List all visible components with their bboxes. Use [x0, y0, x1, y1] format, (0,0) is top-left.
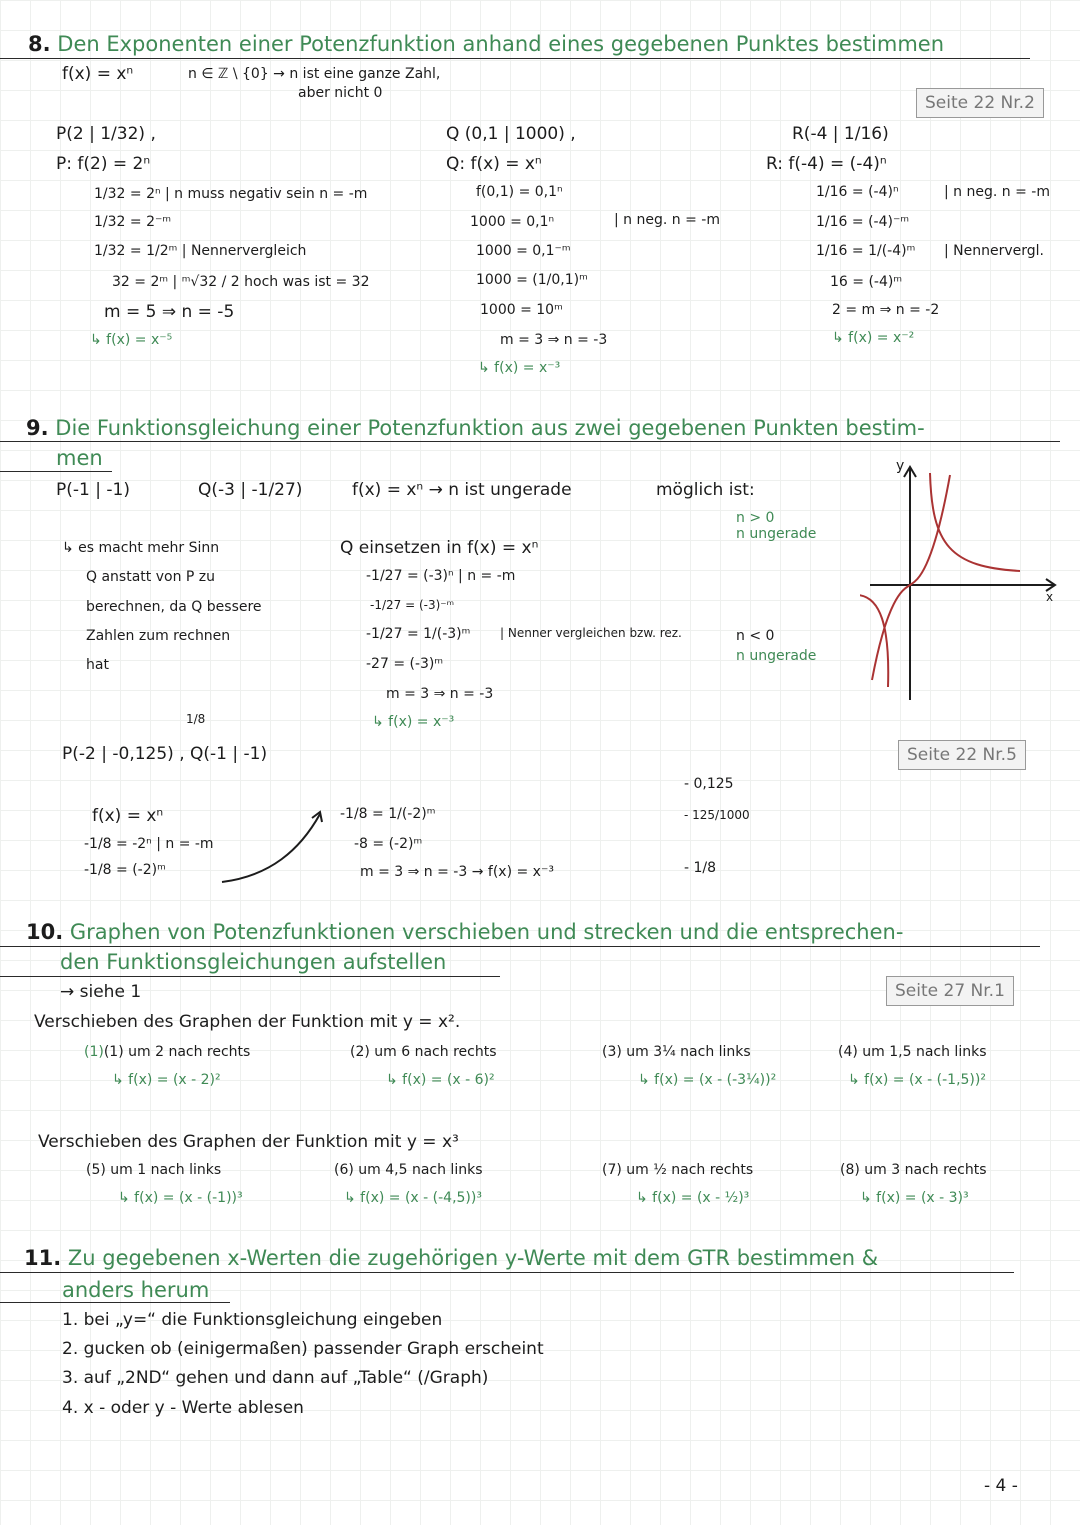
calc-line: 2 = m ⇒ n = -2	[832, 302, 940, 318]
conversion-line: - 1/8	[684, 860, 717, 876]
shift-intro: Verschieben des Graphen der Funktion mit y = x³	[38, 1132, 459, 1152]
graph-x-label: x	[1046, 590, 1054, 604]
shift-result: ↳ f(x) = (x - ½)³	[636, 1190, 750, 1206]
section-8-rule	[0, 58, 1030, 59]
shift-result: ↳ f(x) = (x - (-1))³	[118, 1190, 243, 1206]
point-q: Q(-3 | -1/27)	[198, 480, 303, 500]
page-number: - 4 -	[984, 1476, 1018, 1496]
section-9-rule	[0, 441, 1060, 442]
shift-task: (7) um ½ nach rechts	[602, 1162, 754, 1178]
section-11-title-cont: anders herum	[62, 1278, 210, 1302]
calc-line: -1/8 = 1/(-2)ᵐ	[340, 806, 436, 822]
case-label: n > 0	[736, 510, 775, 526]
section-9-rule-2	[0, 471, 112, 472]
section-10-rule-2	[0, 976, 500, 977]
gtr-step: 2. gucken ob (einigermaßen) passender Graph erscheint	[62, 1339, 544, 1359]
shift-result: ↳ f(x) = (x - 2)²	[112, 1072, 221, 1088]
calc-line: P: f(2) = 2ⁿ	[56, 154, 151, 174]
result-line: ↳ f(x) = x⁻³	[478, 360, 561, 376]
calc-line: -27 = (-3)ᵐ	[366, 656, 444, 672]
calc-line: -1/27 = 1/(-3)ᵐ	[366, 626, 471, 642]
calc-line: 16 = (-4)ᵐ	[830, 274, 903, 290]
textbook-reference: Seite 22 Nr.5	[898, 740, 1026, 770]
shift-task: (3) um 3¼ nach links	[602, 1044, 751, 1060]
calc-line: 1/16 = 1/(-4)ᵐ	[816, 243, 916, 259]
point-p: P(2 | 1/32) ,	[56, 124, 156, 144]
power-function-graph	[860, 455, 1070, 705]
result-line: ↳ f(x) = x⁻²	[832, 330, 915, 346]
explanation-line: ↳ es macht mehr Sinn	[62, 540, 220, 556]
power-function-definition: f(x) = xⁿ	[62, 64, 134, 84]
case-label: n < 0	[736, 628, 775, 644]
shift-task: (8) um 3 nach rechts	[840, 1162, 987, 1178]
calc-line: m = 3 ⇒ n = -3	[386, 686, 494, 702]
shift-task: (5) um 1 nach links	[86, 1162, 222, 1178]
calc-line: 1/32 = 2ⁿ | n muss negativ sein n = -m	[94, 186, 368, 202]
shift-result: ↳ f(x) = (x - (-4,5))³	[344, 1190, 482, 1206]
shift-result: ↳ f(x) = (x - 6)²	[386, 1072, 495, 1088]
case-label: n ungerade	[736, 526, 817, 542]
shift-task: (1)(1) um 2 nach rechts	[84, 1044, 251, 1060]
explanation-line: hat	[86, 657, 109, 673]
explanation-line: Zahlen zum rechnen	[86, 628, 231, 644]
calc-line: -1/27 = (-3)ⁿ | n = -m	[366, 568, 516, 584]
explanation-line: berechnen, da Q bessere	[86, 599, 262, 615]
graph-y-label: y	[896, 458, 905, 474]
section-11-rule-2	[0, 1302, 230, 1303]
shift-result: ↳ f(x) = (x - (-3¼))²	[638, 1072, 777, 1088]
calc-line: 1/16 = (-4)⁻ᵐ	[816, 214, 910, 230]
section-9-title-cont: men	[56, 446, 103, 470]
calc-line: f(0,1) = 0,1ⁿ	[476, 184, 563, 200]
calc-note: | n neg. n = -m	[614, 212, 720, 228]
shift-task: (6) um 4,5 nach links	[334, 1162, 483, 1178]
calc-note: | Nenner vergleichen bzw. rez.	[500, 626, 682, 640]
conversion-line: - 125/1000	[684, 808, 750, 822]
calc-line: 1000 = (1/0,1)ᵐ	[476, 272, 588, 288]
calc-note: | n neg. n = -m	[944, 184, 1050, 200]
section-11-rule	[0, 1272, 1014, 1273]
section-8-title: 8. Den Exponenten einer Potenzfunktion anhand eines gegebenen Punktes bestimmen	[28, 32, 945, 56]
exponent-domain: n ∈ ℤ \ {0} → n ist eine ganze Zahl,	[188, 66, 441, 82]
calc-line: Q einsetzen in f(x) = xⁿ	[340, 538, 539, 558]
section-11-title: 11. Zu gegebenen x-Werten die zugehörigen y-Werte mit dem GTR bestimmen &	[24, 1246, 879, 1270]
shift-intro: Verschieben des Graphen der Funktion mit y = x².	[34, 1012, 461, 1032]
arrow-curve	[220, 800, 330, 890]
textbook-reference: Seite 22 Nr.2	[916, 88, 1044, 118]
shift-task: (4) um 1,5 nach links	[838, 1044, 987, 1060]
shift-result: ↳ f(x) = (x - 3)³	[860, 1190, 969, 1206]
section-10-rule	[0, 946, 1040, 947]
explanation-line: Q anstatt von P zu	[86, 569, 216, 585]
calc-line: 1000 = 0,1⁻ᵐ	[476, 243, 571, 259]
section-9-title: 9. Die Funktionsgleichung einer Potenzfunktion aus zwei gegebenen Punkten bestim-	[26, 416, 925, 440]
point-r: R(-4 | 1/16)	[792, 124, 889, 144]
calc-line: -1/8 = (-2)ᵐ	[84, 862, 166, 878]
exponent-domain-note: aber nicht 0	[298, 85, 383, 101]
points-pq: P(-2 | -0,125) , Q(-1 | -1)	[62, 744, 268, 764]
gtr-step: 4. x - oder y - Werte ablesen	[62, 1398, 304, 1418]
section-10-title: 10. Graphen von Potenzfunktionen verschieben und strecken und die entsprechen-	[26, 920, 904, 944]
calc-line: 32 = 2ᵐ | ᵐ√32 / 2 hoch was ist = 32	[112, 274, 370, 290]
case-label: n ungerade	[736, 648, 817, 664]
calc-line: m = 3 ⇒ n = -3	[500, 332, 608, 348]
gtr-step: 3. auf „2ND“ gehen und dann auf „Table“ (/Graph)	[62, 1368, 489, 1388]
calc-line: m = 5 ⇒ n = -5	[104, 302, 235, 322]
calc-line: Q: f(x) = xⁿ	[446, 154, 542, 174]
result-line: ↳ f(x) = x⁻³	[372, 714, 455, 730]
point-p: P(-1 | -1)	[56, 480, 130, 500]
conversion-line: - 0,125	[684, 776, 734, 792]
calc-line: 1/32 = 2⁻ᵐ	[94, 214, 172, 230]
section-10-title-cont: den Funktionsgleichungen aufstellen	[60, 950, 447, 974]
calc-line: -1/8 = -2ⁿ | n = -m	[84, 836, 214, 852]
function-statement: f(x) = xⁿ → n ist ungerade	[352, 480, 572, 500]
point-q: Q (0,1 | 1000) ,	[446, 124, 576, 144]
calc-line: 1000 = 0,1ⁿ	[470, 214, 555, 230]
calc-line: R: f(-4) = (-4)ⁿ	[766, 154, 887, 174]
result-line: ↳ f(x) = x⁻⁵	[90, 332, 173, 348]
textbook-reference: Seite 27 Nr.1	[886, 976, 1014, 1006]
curve-n-negative-q1	[930, 473, 1020, 571]
calc-line: f(x) = xⁿ	[92, 806, 164, 826]
calc-line: m = 3 ⇒ n = -3 → f(x) = x⁻³	[360, 864, 554, 880]
calc-line: 1000 = 10ᵐ	[480, 302, 563, 318]
calc-line: 1/32 = 1/2ᵐ | Nennervergleich	[94, 243, 307, 259]
shift-result: ↳ f(x) = (x - (-1,5))²	[848, 1072, 986, 1088]
calc-line: -8 = (-2)ᵐ	[354, 836, 423, 852]
see-note: → siehe 1	[60, 982, 142, 1002]
shift-task: (2) um 6 nach rechts	[350, 1044, 497, 1060]
calc-line: -1/27 = (-3)⁻ᵐ	[370, 598, 455, 612]
possible-label: möglich ist:	[656, 480, 755, 500]
gtr-step: 1. bei „y=“ die Funktionsgleichung eingeben	[62, 1310, 443, 1330]
fraction-note: 1/8	[186, 712, 206, 726]
calc-note: | Nennervergl.	[944, 243, 1045, 259]
calc-line: 1/16 = (-4)ⁿ	[816, 184, 899, 200]
